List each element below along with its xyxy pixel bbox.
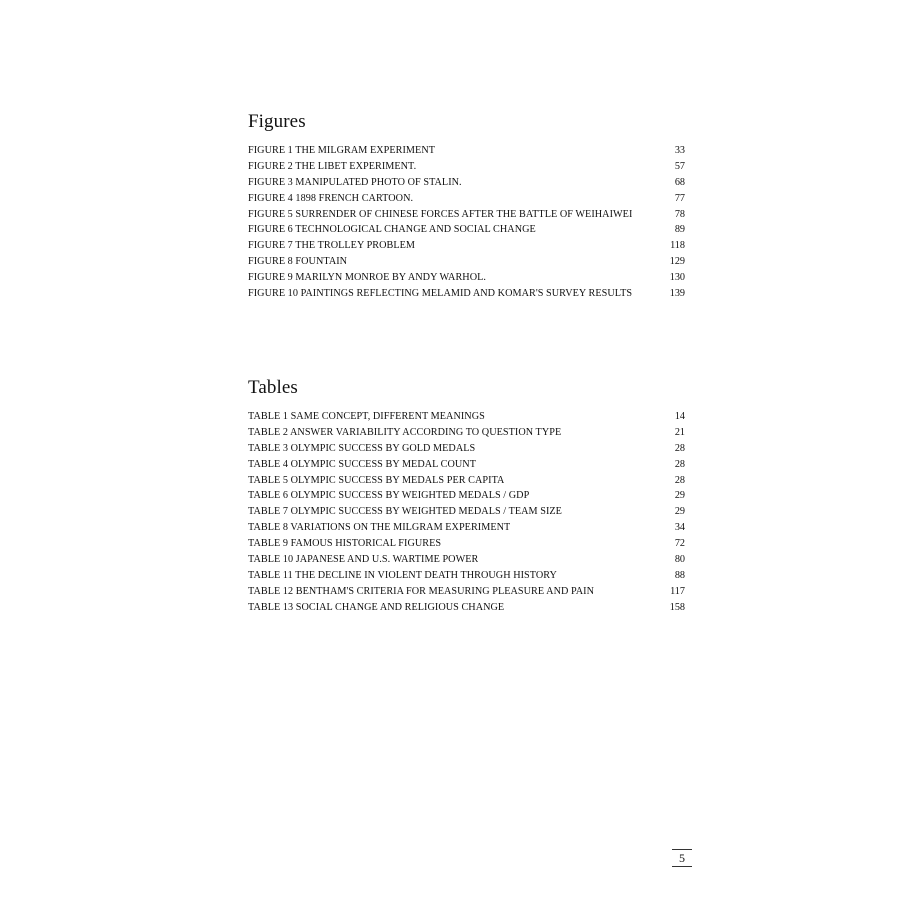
table-entry-page: 72	[674, 538, 685, 550]
figure-entry-page: 33	[674, 145, 685, 156]
figure-entry-page: 139	[669, 288, 685, 300]
table-entry	[248, 473, 688, 489]
table-entry	[248, 504, 688, 520]
figure-entry-page: 130	[669, 272, 685, 284]
table-entry-page: 88	[674, 569, 685, 581]
figure-entry	[248, 222, 688, 238]
figure-entry-title: FIGURE 1 THE MILGRAM EXPERIMENT	[248, 145, 435, 156]
figure-entry-page: 89	[674, 224, 685, 236]
table-entry-page: 80	[674, 554, 685, 566]
table-entry-page: 117	[670, 585, 685, 597]
figure-entry-title: FIGURE 4 1898 FRENCH CARTOON.	[248, 192, 414, 204]
list-of-figures	[248, 110, 688, 302]
table-entry-title: TABLE 1 SAME CONCEPT, DIFFERENT MEANINGS	[248, 411, 485, 422]
figures-heading: Figures	[248, 111, 306, 132]
table-entry-title: TABLE 11 THE DECLINE IN VIOLENT DEATH THROUGH HISTORY	[248, 569, 557, 581]
table-entry-title: TABLE 6 OLYMPIC SUCCESS BY WEIGHTED MEDALS / GDP	[248, 490, 530, 502]
table-entry	[248, 488, 688, 504]
table-entry	[248, 441, 688, 457]
tables-list	[248, 409, 688, 616]
table-entry	[248, 536, 688, 552]
figure-entry-title: FIGURE 9 MARILYN MONROE BY ANDY WARHOL.	[248, 272, 486, 284]
page-number: 5	[672, 849, 692, 867]
table-entry-title: TABLE 12 BENTHAM'S CRITERIA FOR MEASURING PLEASURE AND PAIN	[248, 585, 595, 597]
figure-entry-title: FIGURE 7 THE TROLLEY PROBLEM	[248, 240, 416, 252]
table-entry-page: 14	[674, 411, 685, 422]
table-entry	[248, 409, 688, 425]
list-of-tables	[248, 376, 688, 616]
figure-entry-page: 77	[674, 192, 685, 204]
table-entry-title: TABLE 9 FAMOUS HISTORICAL FIGURES	[248, 538, 442, 550]
figure-entry-title: FIGURE 6 TECHNOLOGICAL CHANGE AND SOCIAL CHANGE	[248, 224, 536, 236]
table-entry	[248, 600, 688, 616]
table-entry-title: TABLE 7 OLYMPIC SUCCESS BY WEIGHTED MEDALS / TEAM SIZE	[248, 506, 562, 518]
table-entry	[248, 584, 688, 600]
figure-entry	[248, 207, 688, 223]
table-entry-title: TABLE 4 OLYMPIC SUCCESS BY MEDAL COUNT	[248, 458, 476, 470]
figure-entry	[248, 143, 688, 159]
table-entry-title: TABLE 5 OLYMPIC SUCCESS BY MEDALS PER CAPITA	[248, 474, 505, 486]
table-entry	[248, 552, 688, 568]
figure-entry	[248, 254, 688, 270]
figure-entry-page: 68	[674, 176, 685, 188]
figure-entry-title: FIGURE 5 SURRENDER OF CHINESE FORCES AFTER THE BATTLE OF WEIHAIWEI	[248, 208, 633, 220]
table-entry-title: TABLE 2 ANSWER VARIABILITY ACCORDING TO QUESTION TYPE	[248, 426, 562, 438]
table-entry-title: TABLE 10 JAPANESE AND U.S. WARTIME POWER	[248, 554, 479, 566]
table-entry-page: 28	[674, 442, 685, 454]
table-entry-page: 28	[674, 474, 685, 486]
tables-heading: Tables	[248, 377, 298, 398]
table-entry	[248, 457, 688, 473]
table-entry-page: 34	[674, 522, 685, 534]
table-entry	[248, 425, 688, 441]
table-entry-title: TABLE 3 OLYMPIC SUCCESS BY GOLD MEDALS	[248, 442, 476, 454]
figure-entry-page: 57	[674, 160, 685, 172]
table-entry-title: TABLE 13 SOCIAL CHANGE AND RELIGIOUS CHANGE	[248, 601, 505, 613]
table-entry-page: 28	[674, 458, 685, 470]
figure-entry-title: FIGURE 10 PAINTINGS REFLECTING MELAMID AND KOMAR'S SURVEY RESULTS	[248, 288, 633, 300]
table-entry-page: 29	[674, 506, 685, 518]
figure-entry	[248, 175, 688, 191]
figure-entry-page: 78	[674, 208, 685, 220]
figure-entry	[248, 238, 688, 254]
figure-entry-page: 129	[669, 256, 685, 268]
figures-list	[248, 143, 688, 302]
figure-entry	[248, 191, 688, 207]
table-entry-title: TABLE 8 VARIATIONS ON THE MILGRAM EXPERIMENT	[248, 522, 511, 534]
table-entry	[248, 520, 688, 536]
figure-entry-page: 118	[670, 240, 685, 252]
table-entry-page: 158	[669, 601, 685, 613]
figure-entry	[248, 286, 688, 302]
figure-entry	[248, 159, 688, 175]
table-entry-page: 21	[674, 426, 685, 438]
table-entry	[248, 568, 688, 584]
figure-entry-title: FIGURE 8 FOUNTAIN	[248, 256, 348, 268]
figure-entry	[248, 270, 688, 286]
figure-entry-title: FIGURE 2 THE LIBET EXPERIMENT.	[248, 160, 417, 172]
figure-entry-title: FIGURE 3 MANIPULATED PHOTO OF STALIN.	[248, 176, 462, 188]
table-entry-page: 29	[674, 490, 685, 502]
